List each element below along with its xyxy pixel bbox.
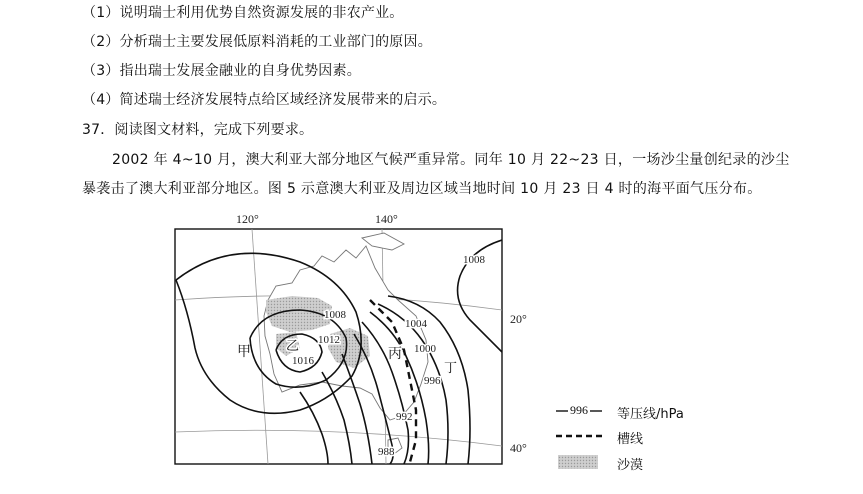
legend-isobar-label: 等压线/hPa [617,407,684,422]
question-1: （1）说明瑞士利用优势自然资源发展的非农产业。 [82,5,404,21]
isobar-label-1000: 1000 [414,343,436,355]
question-37-paragraph-line2: 暴袭击了澳大利亚部分地区。图 5 示意澳大利亚及周边区域当地时间 10 月 23 日 4 时的海平面气压分布。 [82,181,762,197]
isobar-label-992: 992 [396,411,413,423]
question-3: （3）指出瑞士发展金融业的自身优势因素。 [82,63,361,79]
isobar-label-1004: 1004 [405,318,427,330]
lon-label-120: 120° [236,212,259,226]
isobar-label-1008-west: 1008 [324,309,346,321]
isobar-label-996: 996 [424,375,441,387]
question-4: （4）简述瑞士经济发展特点给区域经济发展带来的启示。 [82,92,447,108]
legend-desert-label: 沙漠 [617,458,644,473]
isobar-label-1016: 1016 [292,355,314,367]
question-37-title: 37．阅读图文材料，完成下列要求。 [82,122,314,138]
lat-label-40: 40° [510,441,527,455]
legend-trough-label: 槽线 [617,432,644,447]
region-label-yi: 乙 [286,339,300,354]
lon-label-140: 140° [375,212,398,226]
legend-isobar-value: 996 [570,403,588,417]
isobar-label-1012: 1012 [318,334,340,346]
question-37-paragraph-line1: 2002 年 4~10 月，澳大利亚大部分地区气候严重异常。同年 10 月 22~23 日，一场沙尘量创纪录的沙尘 [112,152,790,168]
isobar-label-988: 988 [378,446,395,458]
region-label-jia: 甲 [237,344,251,360]
question-2: （2）分析瑞士主要发展低原料消耗的工业部门的原因。 [82,34,432,50]
legend-desert-swatch [558,455,598,469]
region-label-ding: 丁 [444,361,458,376]
region-label-bing: 丙 [388,346,402,362]
isobar-label-1008-east: 1008 [463,254,485,266]
lat-label-20: 20° [510,312,527,326]
